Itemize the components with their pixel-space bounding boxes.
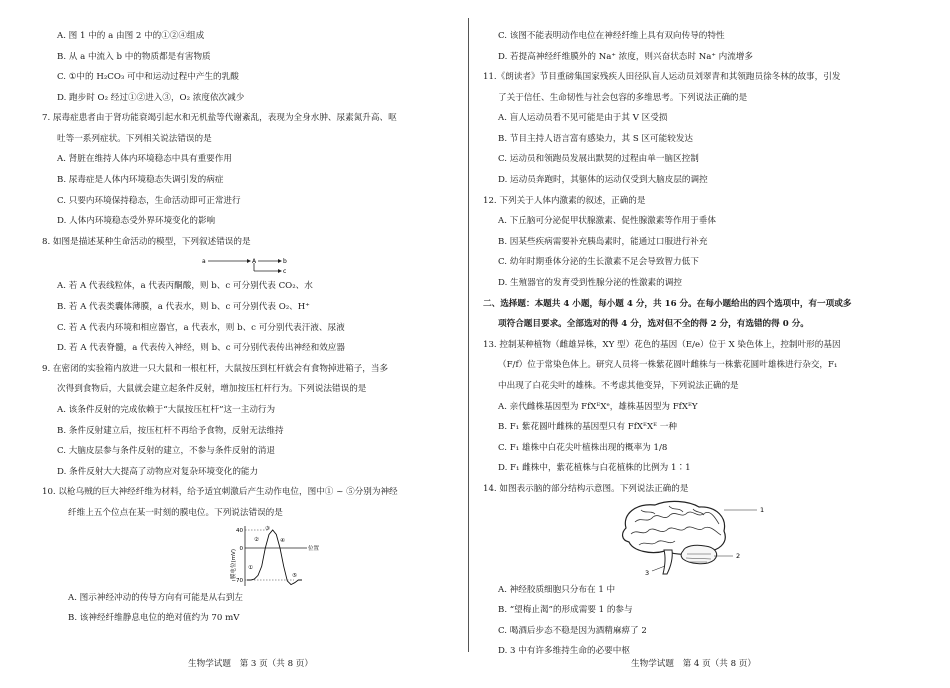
q14-brain-figure xyxy=(483,500,908,580)
q10-ylabel: 膜电位(mV) xyxy=(231,548,237,579)
q10-option-a: A. 图示神经冲动的传导方向有可能是从右到左 xyxy=(68,592,243,603)
q11-option-c: C. 运动员和领跑员发展出默契的过程由单一脑区控制 xyxy=(498,154,699,165)
brain-label-1: 1 xyxy=(760,505,765,514)
q14-option-d: D. 3 中有许多维持生命的必要中枢 xyxy=(498,646,630,657)
q12-option-b: B. 因某些疾病需要补充胰岛素时，能通过口服进行补充 xyxy=(498,236,708,247)
q9-option-a: A. 该条件反射的完成依赖于“大鼠按压杠杆”这一主动行为 xyxy=(57,405,276,416)
q6-option-c: C. ①中的 H₂CO₃ 可中和运动过程中产生的乳酸 xyxy=(57,72,239,83)
q7-option-d: D. 人体内环境稳态受外界环境变化的影响 xyxy=(57,216,216,227)
q10-xlabel: 位置 xyxy=(308,545,320,552)
q12-option-a: A. 下丘脑可分泌促甲状腺激素、促性腺激素等作用于垂体 xyxy=(498,216,716,227)
q9-stem-line1: 9. 在密闭的实验箱内放进一只大鼠和一根杠杆，大鼠按压到杠杆就会有食物掉进箱子，当多 xyxy=(42,363,389,374)
section2-heading-line2: 项符合题目要求。全部选对的得 4 分，选对但不全的得 2 分，有选错的得 0 分。 xyxy=(498,319,809,330)
q6-option-b: B. 从 a 中流入 b 中的物质都是有害物质 xyxy=(57,51,211,62)
q7-stem-line1: 7. 尿毒症患者由于肾功能衰竭引起水和无机盐等代谢紊乱，表现为全身水肿、尿素氮升高、呕 xyxy=(42,113,397,124)
q8-label-a: a xyxy=(202,257,206,265)
q10-ytick-0: 0 xyxy=(239,545,243,552)
brain-label-3: 3 xyxy=(645,568,650,577)
q13-option-d: D. F₁ 雌株中，紫花植株与白花植株的比例为 1∶1 xyxy=(498,463,691,474)
q6-option-a: A. 图 1 中的 a 由图 2 中的①②④组成 xyxy=(57,30,205,41)
q8-option-b: B. 若 A 代表类囊体薄膜，a 代表水，则 b、c 可分别代表 O₂、H⁺ xyxy=(57,302,310,313)
footer-page-3: 生物学试题 第 3 页（共 8 页） xyxy=(188,659,313,669)
q10-point-5: ⑤ xyxy=(292,572,297,579)
q7-option-a: A. 肾脏在维持人体内环境稳态中具有重要作用 xyxy=(57,154,232,165)
q10-ytick-neg70: −70 xyxy=(231,577,243,584)
q13-stem-line2: （F/f）位于常染色体上。研究人员将一株紫花圆叶雌株与一株紫花圆叶雄株进行杂交，F₁ xyxy=(498,360,838,371)
footer-page-4: 生物学试题 第 4 页（共 8 页） xyxy=(631,659,756,669)
q10-option-d: D. 若提高神经纤维膜外的 Na⁺ 浓度，则兴奋状态时 Na⁺ 内流增多 xyxy=(498,51,753,62)
q7-option-b: B. 尿毒症是人体内环境稳态失调引发的病症 xyxy=(57,175,224,186)
q9-option-b: B. 条件反射建立后，按压杠杆不再给予食物，反射无法维持 xyxy=(57,425,284,436)
q8-arrowhead-3 xyxy=(278,269,282,273)
q11-option-a: A. 盲人运动员看不见可能是由于其 V 区受损 xyxy=(498,113,668,124)
q10-point-4: ④ xyxy=(280,537,285,544)
brain-label-2: 2 xyxy=(736,551,741,560)
q13-stem-line3: 中出现了白花尖叶的雄株。不考虑其他变异，下列说法正确的是 xyxy=(498,381,739,392)
q9-stem-line2: 次得到食物后，大鼠就会建立起条件反射，增加按压杠杆行为。下列说法错误的是 xyxy=(57,384,367,395)
q13-stem-line1: 13. 控制某种植物（雌雄异株，XY 型）花色的基因（E/e）位于 X 染色体上，控制叶形的基因 xyxy=(483,339,841,350)
q8-option-d: D. 若 A 代表脊髓，a 代表传入神经，则 b、c 可分别代表传出神经和效应器 xyxy=(57,343,345,354)
q10-option-b: B. 该神经纤维静息电位的绝对值约为 70 mV xyxy=(68,613,240,624)
q8-model-diagram xyxy=(42,253,452,277)
leader-line-3 xyxy=(652,566,665,571)
q8-label-A: A xyxy=(252,257,257,265)
q8-option-c: C. 若 A 代表内环境和相应器官，a 代表水，则 b、c 可分别代表汗液、尿液 xyxy=(57,322,345,333)
q14-stem: 14. 如图表示脑的部分结构示意图。下列说法正确的是 xyxy=(483,483,689,494)
q6-option-d: D. 跑步时 O₂ 经过①②进入③，O₂ 浓度依次减少 xyxy=(57,92,245,103)
q12-stem: 12. 下列关于人体内激素的叙述，正确的是 xyxy=(483,195,646,206)
q12-option-d: D. 生殖器官的发育受到性腺分泌的性激素的调控 xyxy=(498,278,682,289)
q11-option-b: B. 节目主持人语言富有感染力，其 S 区可能较发达 xyxy=(498,133,694,144)
q11-option-d: D. 运动员奔跑时，其躯体的运动仅受到大脑皮层的调控 xyxy=(498,175,708,186)
q8-arrowhead-2 xyxy=(278,259,282,263)
q8-arrowhead-1 xyxy=(247,259,251,263)
q13-option-c: C. F₁ 雄株中白花尖叶植株出现的概率为 1/8 xyxy=(498,442,668,453)
q13-option-a: A. 亲代雌株基因型为 FfXᴱXᵉ，雄株基因型为 FfXᴱY xyxy=(498,401,698,412)
q8-label-b: b xyxy=(283,257,287,265)
q8-label-c: c xyxy=(283,267,287,275)
column-divider xyxy=(468,18,469,652)
q14-option-c: C. 喝酒后步态不稳是因为酒精麻痹了 2 xyxy=(498,625,647,636)
q8-option-a: A. 若 A 代表线粒体，a 代表丙酮酸，则 b、c 可分别代表 CO₂、水 xyxy=(57,281,313,292)
q10-potential-figure xyxy=(42,524,452,588)
q13-option-b: B. F₁ 紫花圆叶雌株的基因型只有 FfXᴱXᴱ 一种 xyxy=(498,422,677,433)
q11-stem-line1: 11.《朗读者》节目重磅集国家残疾人田径队盲人运动员刘翠青和其领跑员徐冬林的故事，引发 xyxy=(483,72,841,83)
q10-point-2: ② xyxy=(254,536,259,543)
q10-membrane-potential-graph xyxy=(42,524,452,588)
q14-option-a: A. 神经胶质细胞只分布在 1 中 xyxy=(498,584,616,595)
q14-option-b: B. “望梅止渴”的形成需要 1 的参与 xyxy=(498,605,633,616)
q9-option-c: C. 大脑皮层参与条件反射的建立，不参与条件反射的消退 xyxy=(57,446,275,457)
q10-point-1: ① xyxy=(248,564,253,571)
q7-stem-line2: 吐等一系列症状。下列相关说法错误的是 xyxy=(57,133,212,144)
q10-option-c: C. 该图不能表明动作电位在神经纤维上具有双向传导的特性 xyxy=(498,30,725,41)
section2-heading-line1: 二、选择题：本题共 4 小题，每小题 4 分，共 16 分。在每小题给出的四个选项中，有一项或多 xyxy=(483,298,852,309)
q11-stem-line2: 了关于信任、生命韧性与社会包容的多维思考。下列说法正确的是 xyxy=(498,92,748,103)
q8-stem: 8. 如图是描述某种生命活动的模型，下列叙述错误的是 xyxy=(42,236,251,247)
brainstem xyxy=(663,550,672,574)
right-column xyxy=(483,26,908,662)
q7-option-c: C. 只要内环境保持稳态，生命活动即可正常进行 xyxy=(57,195,241,206)
q12-option-c: C. 幼年时期垂体分泌的生长激素不足会导致智力低下 xyxy=(498,257,699,268)
q10-ytick-40: 40 xyxy=(236,527,243,534)
left-column xyxy=(42,26,452,629)
q10-point-3: ③ xyxy=(265,525,270,532)
q9-option-d: D. 条件反射大大提高了动物应对复杂环境变化的能力 xyxy=(57,466,259,477)
q14-brain-diagram xyxy=(483,500,908,580)
q10-stem-line2: 纤维上五个位点在某一时刻的膜电位。下列说法错误的是 xyxy=(68,507,283,518)
q8-model-figure xyxy=(42,253,452,277)
cerebellum xyxy=(681,545,716,563)
q10-stem-line1: 10. 以枪乌贼的巨大神经纤维为材料，给予适宜刺激后产生动作电位，图中① ~ ⑤分别为神经 xyxy=(42,487,398,498)
